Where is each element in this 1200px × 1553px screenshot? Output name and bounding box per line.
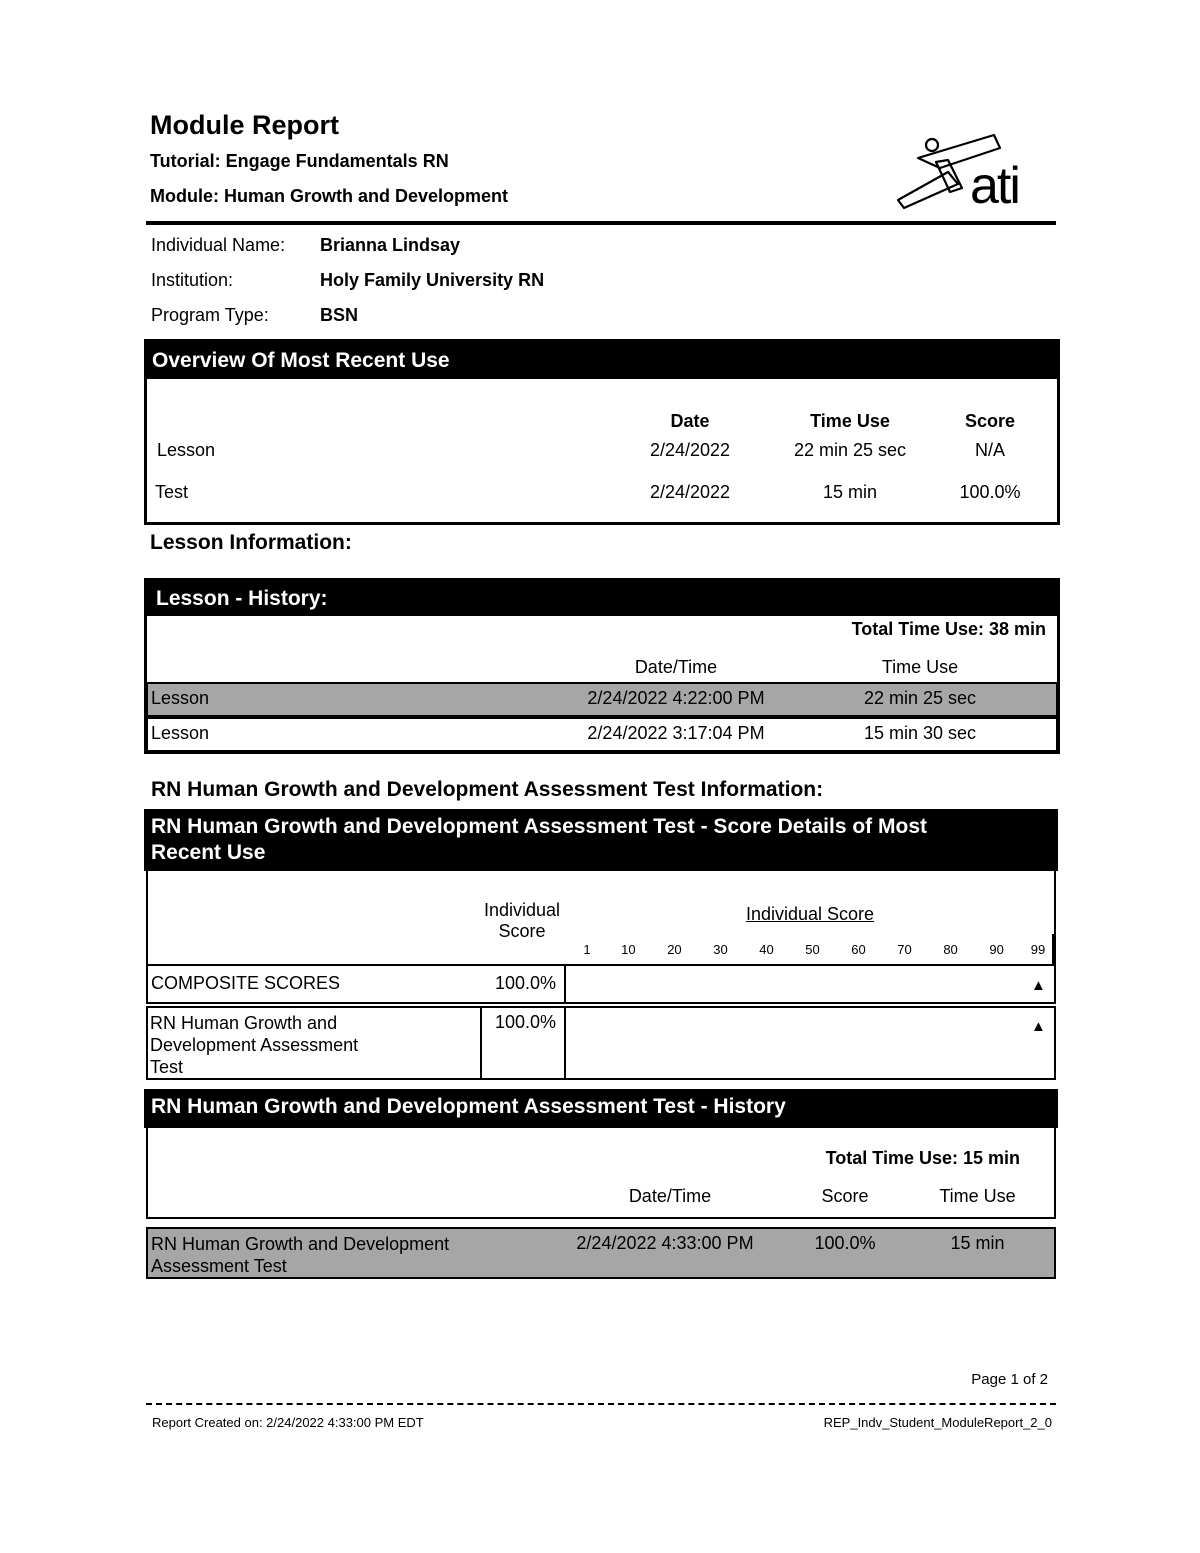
name-label: Individual Name: (151, 235, 286, 255)
overview-row-label: Lesson (157, 440, 216, 460)
overview-title: Overview Of Most Recent Use (147, 342, 1057, 379)
lesson-col-datetime: Date/Time (634, 657, 718, 677)
program-type-value: BSN (320, 305, 359, 325)
percentile-tick-label: 60 (851, 942, 866, 957)
overview-row-date: 2/24/2022 (649, 482, 731, 502)
institution-value: Holy Family University RN (320, 270, 545, 290)
report-created: Report Created on: 2/24/2022 4:33:00 PM EDT (152, 1415, 424, 1430)
test-row-score: 100.0% (814, 1233, 876, 1253)
column-divider (564, 964, 566, 1004)
percentile-tick-label: 50 (805, 942, 820, 957)
name-value: Brianna Lindsay (320, 235, 461, 255)
overview-row-time: 15 min (822, 482, 878, 502)
program-type-label: Program Type: (151, 305, 269, 325)
percentile-tick-label: 10 (621, 942, 636, 957)
lesson-row-datetime: 2/24/2022 3:17:04 PM (587, 723, 765, 743)
score-row-label-line: Development Assessment (150, 1035, 359, 1055)
score-row-value: 100.0% (494, 973, 556, 993)
test-row-time: 15 min (950, 1233, 1005, 1253)
ati-logo-text: ati (970, 157, 1019, 215)
percentile-tick-label: 90 (989, 942, 1004, 957)
score-details-right-border (1054, 871, 1056, 966)
percentile-tick-label: 20 (667, 942, 682, 957)
test-info-heading: RN Human Growth and Development Assessment Test Information: (151, 778, 824, 801)
overview-col-time: Time Use (810, 411, 890, 431)
scale-end-tick (1052, 934, 1054, 964)
test-row-label-line: RN Human Growth and Development (151, 1234, 450, 1254)
individual-score-header-line: Score (498, 921, 546, 941)
individual-score-header (472, 900, 572, 942)
lesson-row-time: 22 min 25 sec (863, 688, 977, 708)
test-col-datetime: Date/Time (628, 1186, 712, 1206)
test-row-label-line: Assessment Test (151, 1256, 287, 1276)
test-col-score: Score (821, 1186, 869, 1206)
lesson-total-time: Total Time Use: 38 min (851, 619, 1046, 639)
overview-col-date: Date (670, 411, 710, 431)
overview-col-score: Score (964, 411, 1016, 431)
lesson-history-title: Lesson - History: (147, 581, 1057, 616)
overview-row-time: 22 min 25 sec (793, 440, 907, 460)
lesson-col-time: Time Use (881, 657, 959, 677)
test-row-datetime: 2/24/2022 4:33:00 PM (576, 1233, 754, 1253)
lesson-row-label: Lesson (151, 723, 210, 743)
test-row-label (151, 1233, 449, 1277)
score-row-label-line: Test (150, 1057, 184, 1077)
column-divider (564, 1006, 566, 1080)
percentile-tick-label: 80 (943, 942, 958, 957)
module-name: Module: Human Growth and Development (150, 186, 509, 206)
score-details-left-border (146, 871, 148, 966)
percentile-tick-label: 70 (897, 942, 912, 957)
ati-logo (896, 132, 1046, 218)
lesson-row-label: Lesson (151, 688, 210, 708)
percentile-marker: ▲ (1031, 977, 1046, 994)
lesson-row-datetime: 2/24/2022 4:22:00 PM (587, 688, 765, 708)
test-history-title: RN Human Growth and Development Assessment Test - History (144, 1089, 1058, 1128)
score-row-label-line: RN Human Growth and (150, 1013, 338, 1033)
overview-row-score: N/A (974, 440, 1005, 460)
overview-row-label: Test (155, 482, 189, 502)
score-row-value: 100.0% (494, 1012, 556, 1032)
percentile-tick-label: 1 (583, 942, 591, 957)
score-details-title-line: RN Human Growth and Development Assessment Test - Score Details of Most (151, 815, 927, 838)
lesson-info-heading: Lesson Information: (150, 531, 352, 554)
overview-row-score: 100.0% (959, 482, 1021, 502)
individual-score-header-line: Individual (483, 900, 561, 920)
individual-score-scale-label: Individual Score (745, 904, 875, 924)
tutorial-name: Tutorial: Engage Fundamentals RN (150, 151, 449, 171)
test-col-time: Time Use (939, 1186, 1016, 1206)
test-total-time: Total Time Use: 15 min (825, 1148, 1020, 1168)
overview-row-date: 2/24/2022 (649, 440, 731, 460)
score-row-label (150, 1012, 358, 1078)
percentile-tick-label: 30 (713, 942, 728, 957)
score-details-title (144, 809, 1058, 871)
lesson-row-time: 15 min 30 sec (863, 723, 977, 743)
score-details-title-line: Recent Use (151, 841, 266, 864)
score-row-label: COMPOSITE SCORES (151, 973, 341, 993)
percentile-tick-label: 40 (759, 942, 774, 957)
header-divider (146, 221, 1056, 225)
page-number: Page 1 of 2 (971, 1371, 1048, 1388)
footer-divider (146, 1403, 1056, 1405)
report-id: REP_Indv_Student_ModuleReport_2_0 (823, 1415, 1052, 1430)
percentile-marker: ▲ (1031, 1018, 1046, 1035)
institution-label: Institution: (151, 270, 234, 290)
percentile-tick-label: 99 (1030, 942, 1046, 957)
report-title: Module Report (150, 110, 339, 140)
